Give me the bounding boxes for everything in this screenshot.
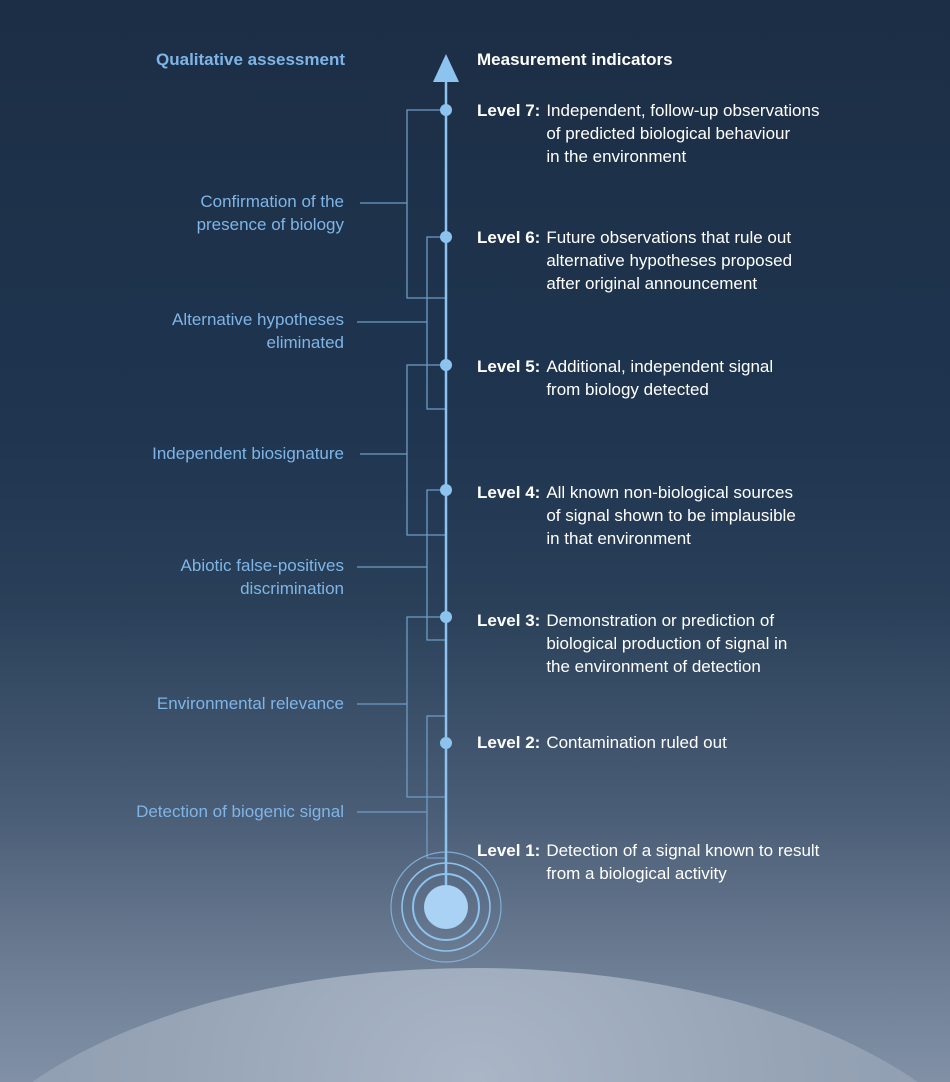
bracket-detection (357, 716, 446, 858)
measurement-indicators-header: Measurement indicators (477, 50, 673, 69)
bracket-alternative (357, 237, 446, 409)
level-7-description: Independent, follow-up observations of predicted biological behaviour in the environment (546, 101, 820, 166)
level-3 (477, 609, 787, 678)
qual-label-environmental: Environmental relevance (156, 694, 344, 713)
level-2-dot (440, 737, 452, 749)
level-4-name: Level 4: (477, 483, 541, 502)
level-4 (477, 481, 796, 550)
level-7-name: Level 7: (477, 101, 541, 120)
level-4-dot (440, 484, 452, 496)
level-5-dot (440, 359, 452, 371)
level-2 (477, 731, 727, 754)
level-6-name: Level 6: (477, 228, 541, 247)
level-6 (477, 226, 792, 295)
level-6-dot (440, 231, 452, 243)
level-7 (477, 99, 819, 168)
qual-label-alternative: Alternative hypotheses eliminated (172, 310, 344, 352)
level-7-dot (440, 104, 452, 116)
level-1-name: Level 1: (477, 841, 541, 860)
qualitative-assessment-header: Qualitative assessment (156, 50, 345, 69)
level-1-description: Detection of a signal known to result from a biological activity (546, 841, 820, 883)
level-5-name: Level 5: (477, 357, 541, 376)
level-4-description: All known non-biological sources of signal shown to be implausible in that environment (546, 483, 796, 548)
bracket-confirmation (360, 110, 446, 298)
axis-arrow-icon (433, 54, 459, 82)
level-2-description: Contamination ruled out (546, 733, 727, 752)
level-6-description: Future observations that rule out alternative hypotheses proposed after original announcement (546, 228, 793, 293)
level-3-dot (440, 611, 452, 623)
bracket-environmental (357, 617, 446, 797)
level-3-description: Demonstration or prediction of biological production of signal in the environment of detection (546, 611, 788, 676)
qual-label-detection: Detection of biogenic signal (136, 802, 344, 821)
level-5-description: Additional, independent signal from biology detected (546, 357, 774, 399)
level-3-name: Level 3: (477, 611, 541, 630)
signal-origin-dot (424, 885, 468, 929)
qual-label-independent: Independent biosignature (152, 444, 344, 463)
qual-label-confirmation: Confirmation of the presence of biology (196, 192, 344, 234)
qual-label-abiotic: Abiotic false-positives discrimination (180, 556, 344, 598)
level-5 (477, 355, 773, 401)
bracket-independent (360, 365, 446, 535)
level-1 (477, 839, 819, 885)
level-2-name: Level 2: (477, 733, 541, 752)
